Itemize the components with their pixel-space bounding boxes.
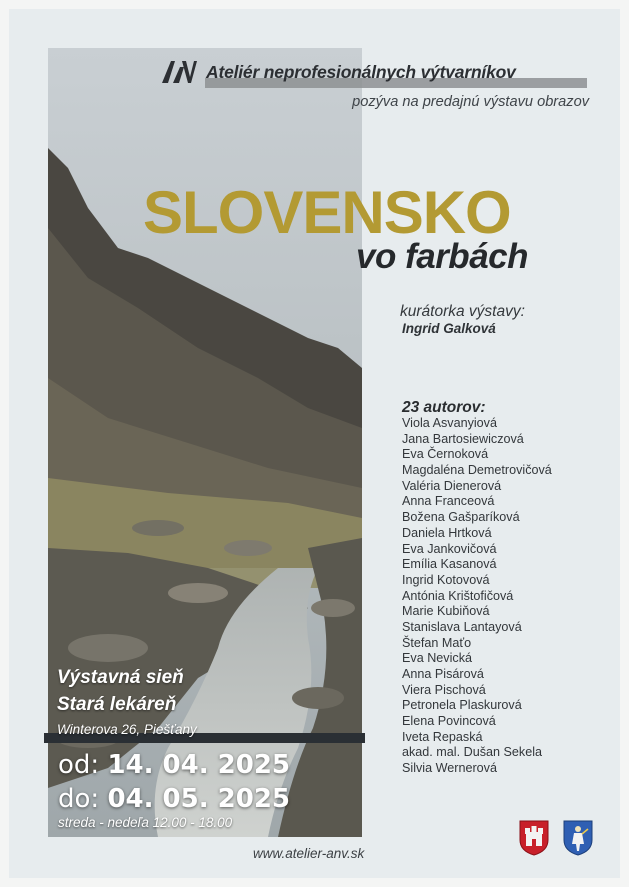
- website-link[interactable]: www.atelier-anv.sk: [253, 846, 365, 861]
- date-from: [58, 750, 290, 780]
- author-item: Marie Kubiňová: [402, 604, 490, 619]
- venue-line-2: Stará lekáreň: [57, 694, 177, 715]
- author-item: Viola Asvanyiová: [402, 416, 497, 430]
- author-item: Eva Jankovičová: [402, 541, 497, 556]
- author-item: Ingrid Kotovová: [402, 572, 490, 587]
- authors-count: 23 autorov:: [402, 399, 486, 416]
- venue-address: Winterova 26, Piešťany: [57, 722, 197, 737]
- author-item: Elena Povincová: [402, 714, 496, 729]
- date-from-label: od:: [58, 750, 100, 780]
- author-item: Anna Franceová: [402, 494, 495, 509]
- author-item: Anna Pisárová: [402, 667, 484, 681]
- author-item: Daniela Hrtková: [402, 525, 492, 540]
- curator-name: Ingrid Galková: [402, 321, 496, 336]
- author-item: Emília Kasanová: [402, 557, 497, 572]
- invitation-text: pozýva na predajnú výstavu obrazov: [352, 94, 589, 110]
- author-item: Iveta Repaská: [402, 729, 483, 744]
- author-item: Stanislava Lantayová: [402, 619, 522, 634]
- curator-label: kurátorka výstavy:: [400, 303, 525, 320]
- author-item: Valéria Dienerová: [402, 478, 502, 493]
- author-item: Jana Bartosiewiczová: [402, 431, 524, 446]
- date-to-label: do:: [58, 784, 100, 814]
- venue-name: [57, 664, 184, 718]
- exhibition-subtitle: vo farbách: [356, 237, 528, 276]
- venue-line-1: Výstavná sieň: [57, 667, 184, 688]
- author-item: Eva Nevická: [402, 651, 472, 666]
- author-item: akad. mal. Dušan Sekela: [402, 745, 543, 760]
- blue-figure-crest-icon: [563, 820, 593, 856]
- author-item: Viera Pischová: [402, 682, 486, 697]
- exhibition-title: SLOVENSKO: [143, 179, 511, 246]
- anv-logo-icon: [160, 59, 198, 85]
- authors-list: [402, 416, 552, 777]
- organization-name: Ateliér neprofesionálnych výtvarníkov: [206, 61, 516, 82]
- opening-hours: streda - nedeľa 12.00 - 18.00: [58, 815, 233, 830]
- date-to-value: 04. 05. 2025: [107, 784, 291, 814]
- author-item: Petronela Plaskurová: [402, 698, 522, 713]
- author-item: Božena Gašparíková: [402, 510, 520, 525]
- date-to: [58, 784, 290, 814]
- date-from-value: 14. 04. 2025: [107, 750, 291, 780]
- header-logo-row: [160, 58, 516, 86]
- red-castle-crest-icon: [519, 820, 549, 856]
- author-item: Magdaléna Demetrovičová: [402, 463, 552, 478]
- author-item: Štefan Maťo: [402, 635, 472, 650]
- author-item: Eva Černoková: [402, 447, 489, 462]
- landscape-painting: [48, 48, 362, 837]
- author-item: Antónia Krištofičová: [402, 588, 514, 603]
- author-item: Silvia Wernerová: [402, 761, 497, 776]
